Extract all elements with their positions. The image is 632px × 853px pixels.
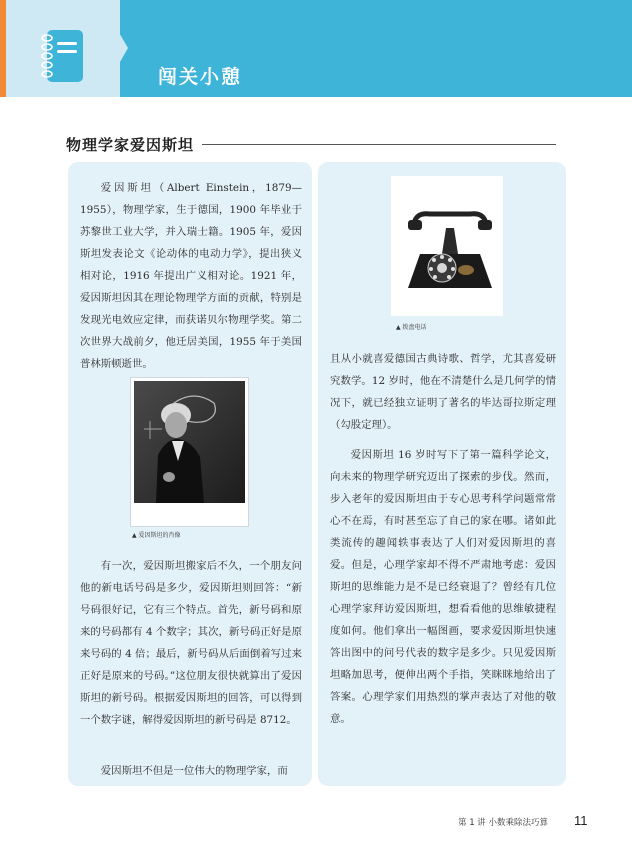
einstein-photo [130,377,249,527]
article-title: 物理学家爱因斯坦 [66,136,195,154]
header-banner [0,0,632,97]
footer-chapter-label: 第 1 讲 小数乘除法巧算 [458,818,549,828]
header-arrow-shape [100,0,128,97]
einstein-photo-caption: ▲ 爱因斯坦的肖像 [132,532,181,539]
phone-photo-caption: ▲ 拨盘电话 [396,324,427,331]
header-accent-strip [0,0,6,97]
einstein-portrait-image [134,381,245,503]
page-number: 11 [574,813,588,828]
rotary-phone-image [396,184,500,298]
title-divider [202,144,556,145]
notebook-icon [40,28,86,84]
paragraph-childhood: 且从小就喜爱德国古典诗歌、哲学，尤其喜爱研究数学。12 岁时，他在不清楚什么是几何学的情况下，就已经独立证明了著名的毕达哥拉斯定理（勾股定理）。 [330,353,556,431]
paragraph-phone-number: 有一次，爱因斯坦搬家后不久，一个朋友问他的新电话号码是多少，爱因斯坦则回答：“新号码很好记，它有三个特点。首先，新号码和原来的号码都有 4 个数字；其次，新号码正好是原来号码的 4 倍；最后，新号码从后面倒着写过来正好是原来的号码。”这位朋友很快就算出了爱因斯坦的新号码。根据爱因斯坦的回答，可以得到一个数字谜，解得爱因斯坦的新号码是 8712。 [80,560,302,726]
paragraph-later-life: 爱因斯坦 16 岁时写下了第一篇科学论文，向未来的物理学研究迈出了探索的步伐。然而，步入老年的爱因斯坦由于专心思考科学问题常常心不在焉，有时甚至忘了自己的家在哪。诸如此类流传的趣闻轶事表达了人们对爱因斯坦的喜爱。但是，心理学家却不得不严肃地考虑：爱因斯坦的思维能力是不是已经衰退了？曾经有几位心理学家拜访爱因斯坦，想看看他的思维敏捷程度如何。他们拿出一幅图画，要求爱因斯坦快速答出图中的问号代表的数字是多少。只见爱因斯坦略加思考，便伸出两个手指，笑眯眯地给出了答案。心理学家们用热烈的掌声表达了对他的敬意。 [330,449,556,725]
rotary-phone-photo [391,176,503,316]
header-title: 闯关小憩 [158,66,243,88]
paragraph-intro: 爱因斯坦（Albert Einstein，1879—1955），物理学家，生于德国，1900 年毕业于苏黎世工业大学，并入瑞士籍。1905 年，爱因斯坦发表论文《论动体的电动力学》，提出狭义相对论，1916 年提出广义相对论。1921 年，爱因斯坦因其在理论物理学方面的贡献，特别是发现光电效应定律，而获诺贝尔物理学奖。第二次世界大战前夕，他迁居美国，1955 年于美国普林斯顿逝世。 [80,182,302,370]
paragraph-einstein-hobbies-start: 爱因斯坦不但是一位伟大的物理学家，而 [100,765,288,777]
